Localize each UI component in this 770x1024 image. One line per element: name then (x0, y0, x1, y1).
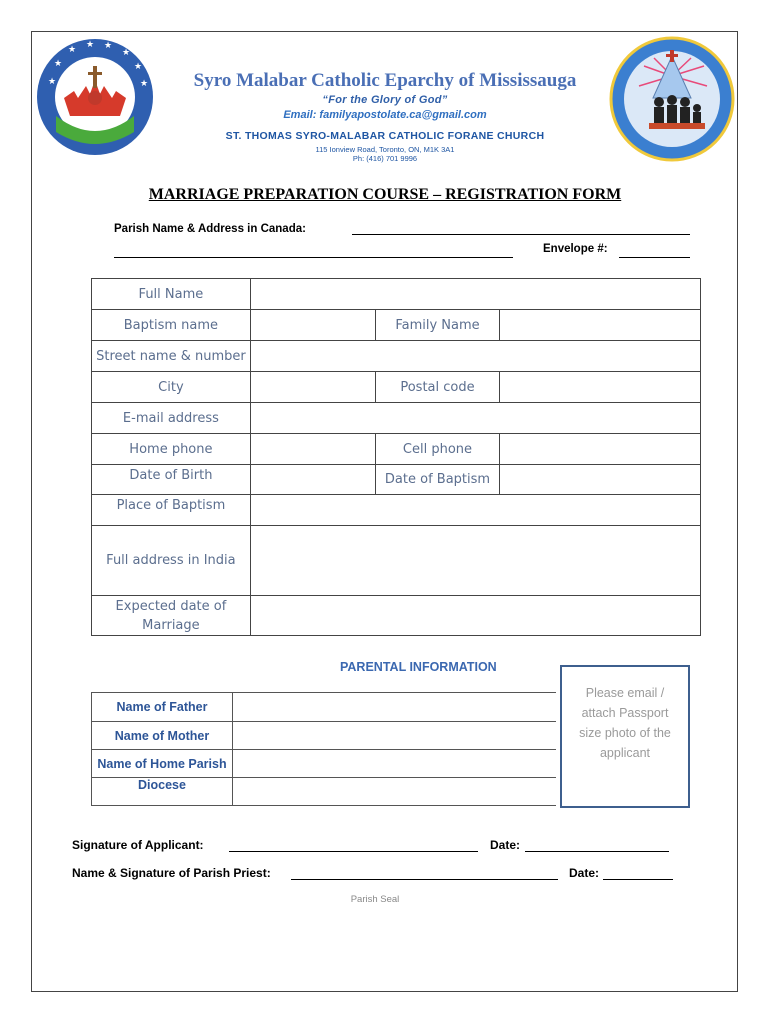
diocese-field[interactable] (233, 778, 557, 806)
city-field[interactable] (250, 372, 375, 403)
cell-phone-label: Cell phone (375, 434, 500, 465)
priest-signature-line[interactable] (291, 879, 558, 880)
envelope-input-line[interactable] (619, 257, 690, 258)
svg-text:★: ★ (48, 76, 57, 86)
parish-seal-label: Parish Seal (350, 894, 400, 905)
dob-label: Date of Birth (92, 465, 251, 495)
family-apostolate-logo (609, 36, 735, 162)
date-label-2: Date: (569, 866, 600, 880)
cell-phone-field[interactable] (500, 434, 701, 465)
parental-info-title: PARENTAL INFORMATION (340, 660, 497, 674)
place-baptism-label: Place of Baptism (92, 495, 251, 526)
address-india-label: Full address in India (92, 526, 251, 596)
photo-instructions: Please email / attach Passport size photo of the applicant (579, 686, 671, 760)
home-phone-field[interactable] (250, 434, 375, 465)
svg-text:★: ★ (104, 40, 113, 50)
postal-code-label: Postal code (375, 372, 500, 403)
priest-signature-label: Name & Signature of Parish Priest: (72, 866, 271, 880)
mother-field[interactable] (233, 722, 557, 750)
email-field[interactable] (250, 403, 700, 434)
street-field[interactable] (250, 341, 700, 372)
applicant-signature-label: Signature of Applicant: (72, 838, 204, 852)
eparchy-title: Syro Malabar Catholic Eparchy of Mississauga (193, 70, 577, 91)
father-label: Name of Father (92, 693, 233, 722)
street-label: Street name & number (92, 341, 251, 372)
dob-field[interactable] (250, 465, 375, 495)
baptism-name-label: Baptism name (92, 310, 251, 341)
family-name-label: Family Name (375, 310, 500, 341)
email-label: E-mail address (92, 403, 251, 434)
postal-code-field[interactable] (500, 372, 701, 403)
parish-label: Parish Name & Address in Canada: (114, 223, 306, 235)
applicant-signature-line[interactable] (229, 851, 478, 852)
church-name: ST. THOMAS SYRO-MALABAR CATHOLIC FORANE CHURCH (225, 130, 545, 142)
date-label-1: Date: (490, 838, 521, 852)
svg-text:★: ★ (122, 47, 131, 57)
contact-email: Email: familyapostolate.ca@gmail.com (283, 109, 487, 121)
full-name-label: Full Name (92, 279, 251, 310)
form-title: MARRIAGE PREPARATION COURSE – REGISTRATION FORM (148, 186, 622, 203)
diocese-label: Diocese (92, 778, 233, 806)
city-label: City (92, 372, 251, 403)
home-phone-label: Home phone (92, 434, 251, 465)
date-baptism-field[interactable] (500, 465, 701, 495)
father-field[interactable] (233, 693, 557, 722)
motto: “For the Glory of God” (322, 94, 448, 106)
eparchy-logo (34, 36, 156, 158)
home-parish-field[interactable] (233, 750, 557, 778)
svg-text:★: ★ (54, 58, 63, 68)
svg-text:★: ★ (134, 61, 143, 71)
date-line-2[interactable] (603, 879, 673, 880)
date-baptism-label: Date of Baptism (375, 465, 500, 495)
baptism-name-field[interactable] (250, 310, 375, 341)
home-parish-label: Name of Home Parish (92, 750, 233, 778)
address-india-field[interactable] (250, 526, 700, 596)
mother-label: Name of Mother (92, 722, 233, 750)
date-line-1[interactable] (525, 851, 669, 852)
svg-text:★: ★ (68, 44, 77, 54)
expected-marriage-field[interactable] (250, 596, 700, 636)
parish-input-line-2[interactable] (114, 257, 513, 258)
church-address: 115 Ionview Road, Toronto, ON, M1K 3A1 (315, 145, 455, 154)
place-baptism-field[interactable] (250, 495, 700, 526)
parish-input-line-1[interactable] (352, 234, 690, 235)
family-name-field[interactable] (500, 310, 701, 341)
envelope-label: Envelope #: (543, 243, 608, 255)
parental-info-table (91, 692, 556, 806)
svg-text:★: ★ (86, 39, 95, 49)
church-phone: Ph: (416) 701 9996 (352, 154, 418, 163)
expected-marriage-label: Expected date of Marriage (92, 596, 251, 636)
full-name-field[interactable] (250, 279, 700, 310)
svg-text:★: ★ (140, 78, 149, 88)
photo-upload-box[interactable] (560, 665, 690, 808)
applicant-info-table (91, 278, 701, 636)
